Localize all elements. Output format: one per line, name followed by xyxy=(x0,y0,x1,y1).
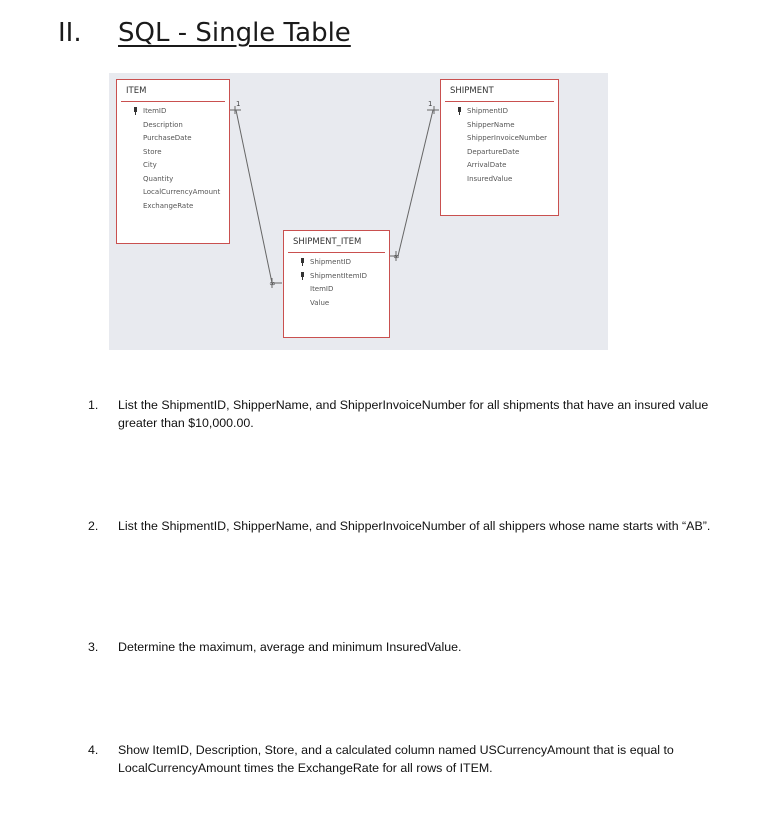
field-label: DepartureDate xyxy=(467,147,520,156)
field-label: PurchaseDate xyxy=(143,134,192,142)
field-quantity[interactable] xyxy=(117,173,229,187)
question-number: 1. xyxy=(88,398,99,412)
field-purchase-date[interactable] xyxy=(117,132,229,146)
question-text: List the ShipmentID, ShipperName, and ShipperInvoiceNumber of all shippers whose name starts with “AB”. xyxy=(118,519,711,533)
field-item-id[interactable] xyxy=(117,105,229,119)
section-number: II. xyxy=(58,18,82,48)
shipment-item-table-title: SHIPMENT_ITEM xyxy=(293,237,362,247)
field-label: ShipmentID xyxy=(467,107,509,115)
field-shipper-name[interactable] xyxy=(441,119,558,133)
field-local-currency-amount[interactable] xyxy=(117,186,229,200)
primary-key-icon xyxy=(458,107,461,115)
shipment-one-label: 1 xyxy=(428,100,433,108)
field-store[interactable] xyxy=(117,146,229,160)
field-arrival-date[interactable] xyxy=(441,159,558,173)
field-shipper-invoice-number[interactable] xyxy=(441,132,558,146)
field-label: InsuredValue xyxy=(467,174,513,183)
field-label: Value xyxy=(310,298,330,307)
field-label: ShipperInvoiceNumber xyxy=(467,134,548,142)
field-departure-date[interactable] xyxy=(441,146,558,160)
item-table[interactable] xyxy=(116,79,230,244)
question-number: 2. xyxy=(88,519,99,533)
primary-key-icon xyxy=(301,258,304,266)
question-text: List the ShipmentID, ShipperName, and ShipperInvoiceNumber for all shipments that have an insured value greater than $10,000.00. xyxy=(118,398,709,430)
field-shipment-id[interactable] xyxy=(441,105,558,119)
field-item-id[interactable] xyxy=(284,283,389,297)
field-label: Description xyxy=(143,120,183,129)
field-city[interactable] xyxy=(117,159,229,173)
item-field-list xyxy=(117,102,229,213)
question-text: Show ItemID, Description, Store, and a calculated column named USCurrencyAmount that is equal to LocalCurrencyAmount times the ExchangeRate for all rows of ITEM. xyxy=(118,743,674,775)
shipment-to-shipment-item-line xyxy=(398,110,433,256)
field-label: ExchangeRate xyxy=(143,201,194,210)
section-title: SQL - Single Table xyxy=(118,18,351,48)
field-value[interactable] xyxy=(284,297,389,311)
field-exchange-rate[interactable] xyxy=(117,200,229,214)
field-label: ShipmentItemID xyxy=(310,271,367,280)
field-label: Store xyxy=(143,147,162,156)
field-insured-value[interactable] xyxy=(441,173,558,187)
field-label: LocalCurrencyAmount xyxy=(143,188,221,196)
field-label: ArrivalDate xyxy=(467,161,507,169)
primary-key-icon xyxy=(301,272,304,280)
field-shipment-id[interactable] xyxy=(284,256,389,270)
question-text: Determine the maximum, average and minimum InsuredValue. xyxy=(118,640,462,654)
field-label: ShipperName xyxy=(467,120,515,129)
field-label: City xyxy=(143,161,157,169)
field-label: ShipmentID xyxy=(310,258,352,266)
field-description[interactable] xyxy=(117,119,229,133)
shipment-table-title: SHIPMENT xyxy=(450,86,494,96)
primary-key-icon xyxy=(134,107,137,115)
item-table-title: ITEM xyxy=(126,86,147,96)
field-label: ItemID xyxy=(310,285,334,293)
field-label: ItemID xyxy=(143,107,167,115)
relationship-diagram xyxy=(109,73,608,350)
shipment-item-field-list xyxy=(284,253,389,310)
field-label: Quantity xyxy=(143,174,174,183)
field-shipment-item-id[interactable] xyxy=(284,270,389,284)
shipment-table[interactable] xyxy=(440,79,559,216)
question-number: 3. xyxy=(88,640,99,654)
shipment-item-table[interactable] xyxy=(283,230,390,338)
item-one-label: 1 xyxy=(236,100,241,108)
shipment-field-list xyxy=(441,102,558,186)
shipment-item-many-left-label: ∞ xyxy=(269,279,276,288)
question-number: 4. xyxy=(88,743,99,757)
item-to-shipment-item-line xyxy=(236,110,272,283)
shipment-item-many-right-label: ∞ xyxy=(393,252,400,261)
